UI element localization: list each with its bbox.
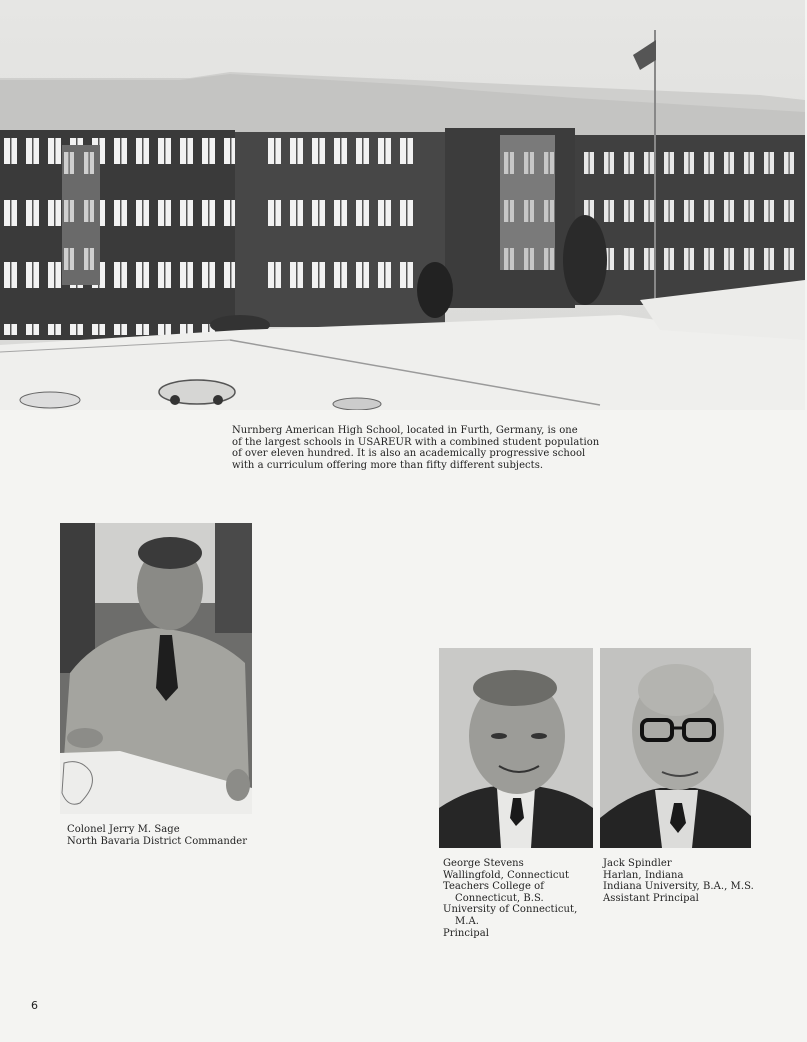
colonel-portrait-photo xyxy=(60,523,252,814)
stevens-college: Teachers College of xyxy=(443,881,544,893)
spindler-position: Assistant Principal xyxy=(603,892,699,904)
spindler-portrait-photo xyxy=(600,648,751,848)
stevens-caption xyxy=(443,858,577,939)
spindler-hometown: Harlan, Indiana xyxy=(603,869,684,881)
stevens-portrait-image xyxy=(439,648,593,848)
stevens-university-degree: M.A. xyxy=(455,915,480,927)
intro-line: with a curriculum offering more than fifty different subjects. xyxy=(232,459,544,471)
colonel-title: North Bavaria District Commander xyxy=(67,835,248,847)
intro-line: of over eleven hundred. It is also an academically progressive school xyxy=(232,448,586,460)
stevens-name: George Stevens xyxy=(443,858,524,869)
spindler-name: Jack Spindler xyxy=(603,858,672,869)
spindler-caption xyxy=(603,858,754,904)
stevens-university: University of Connecticut, xyxy=(443,904,578,916)
stevens-portrait-photo xyxy=(439,648,593,848)
intro-line: Nurnberg American High School, located in Furth, Germany, is one xyxy=(232,425,578,436)
spindler-portrait-image xyxy=(600,648,751,848)
stevens-college-degree: Connecticut, B.S. xyxy=(455,892,544,904)
stevens-hometown: Wallingfold, Connecticut xyxy=(443,869,570,881)
stevens-position: Principal xyxy=(443,927,489,939)
spindler-degrees: Indiana University, B.A., M.S. xyxy=(603,881,754,893)
school-building-photo xyxy=(0,0,805,410)
colonel-name: Colonel Jerry M. Sage xyxy=(67,824,180,835)
page-number: 6 xyxy=(31,999,38,1012)
colonel-portrait-image xyxy=(60,523,252,814)
school-building-image xyxy=(0,0,805,410)
intro-line: of the largest schools in USAREUR with a combined student population xyxy=(232,436,600,448)
intro-paragraph xyxy=(232,425,600,471)
colonel-caption xyxy=(67,824,247,847)
